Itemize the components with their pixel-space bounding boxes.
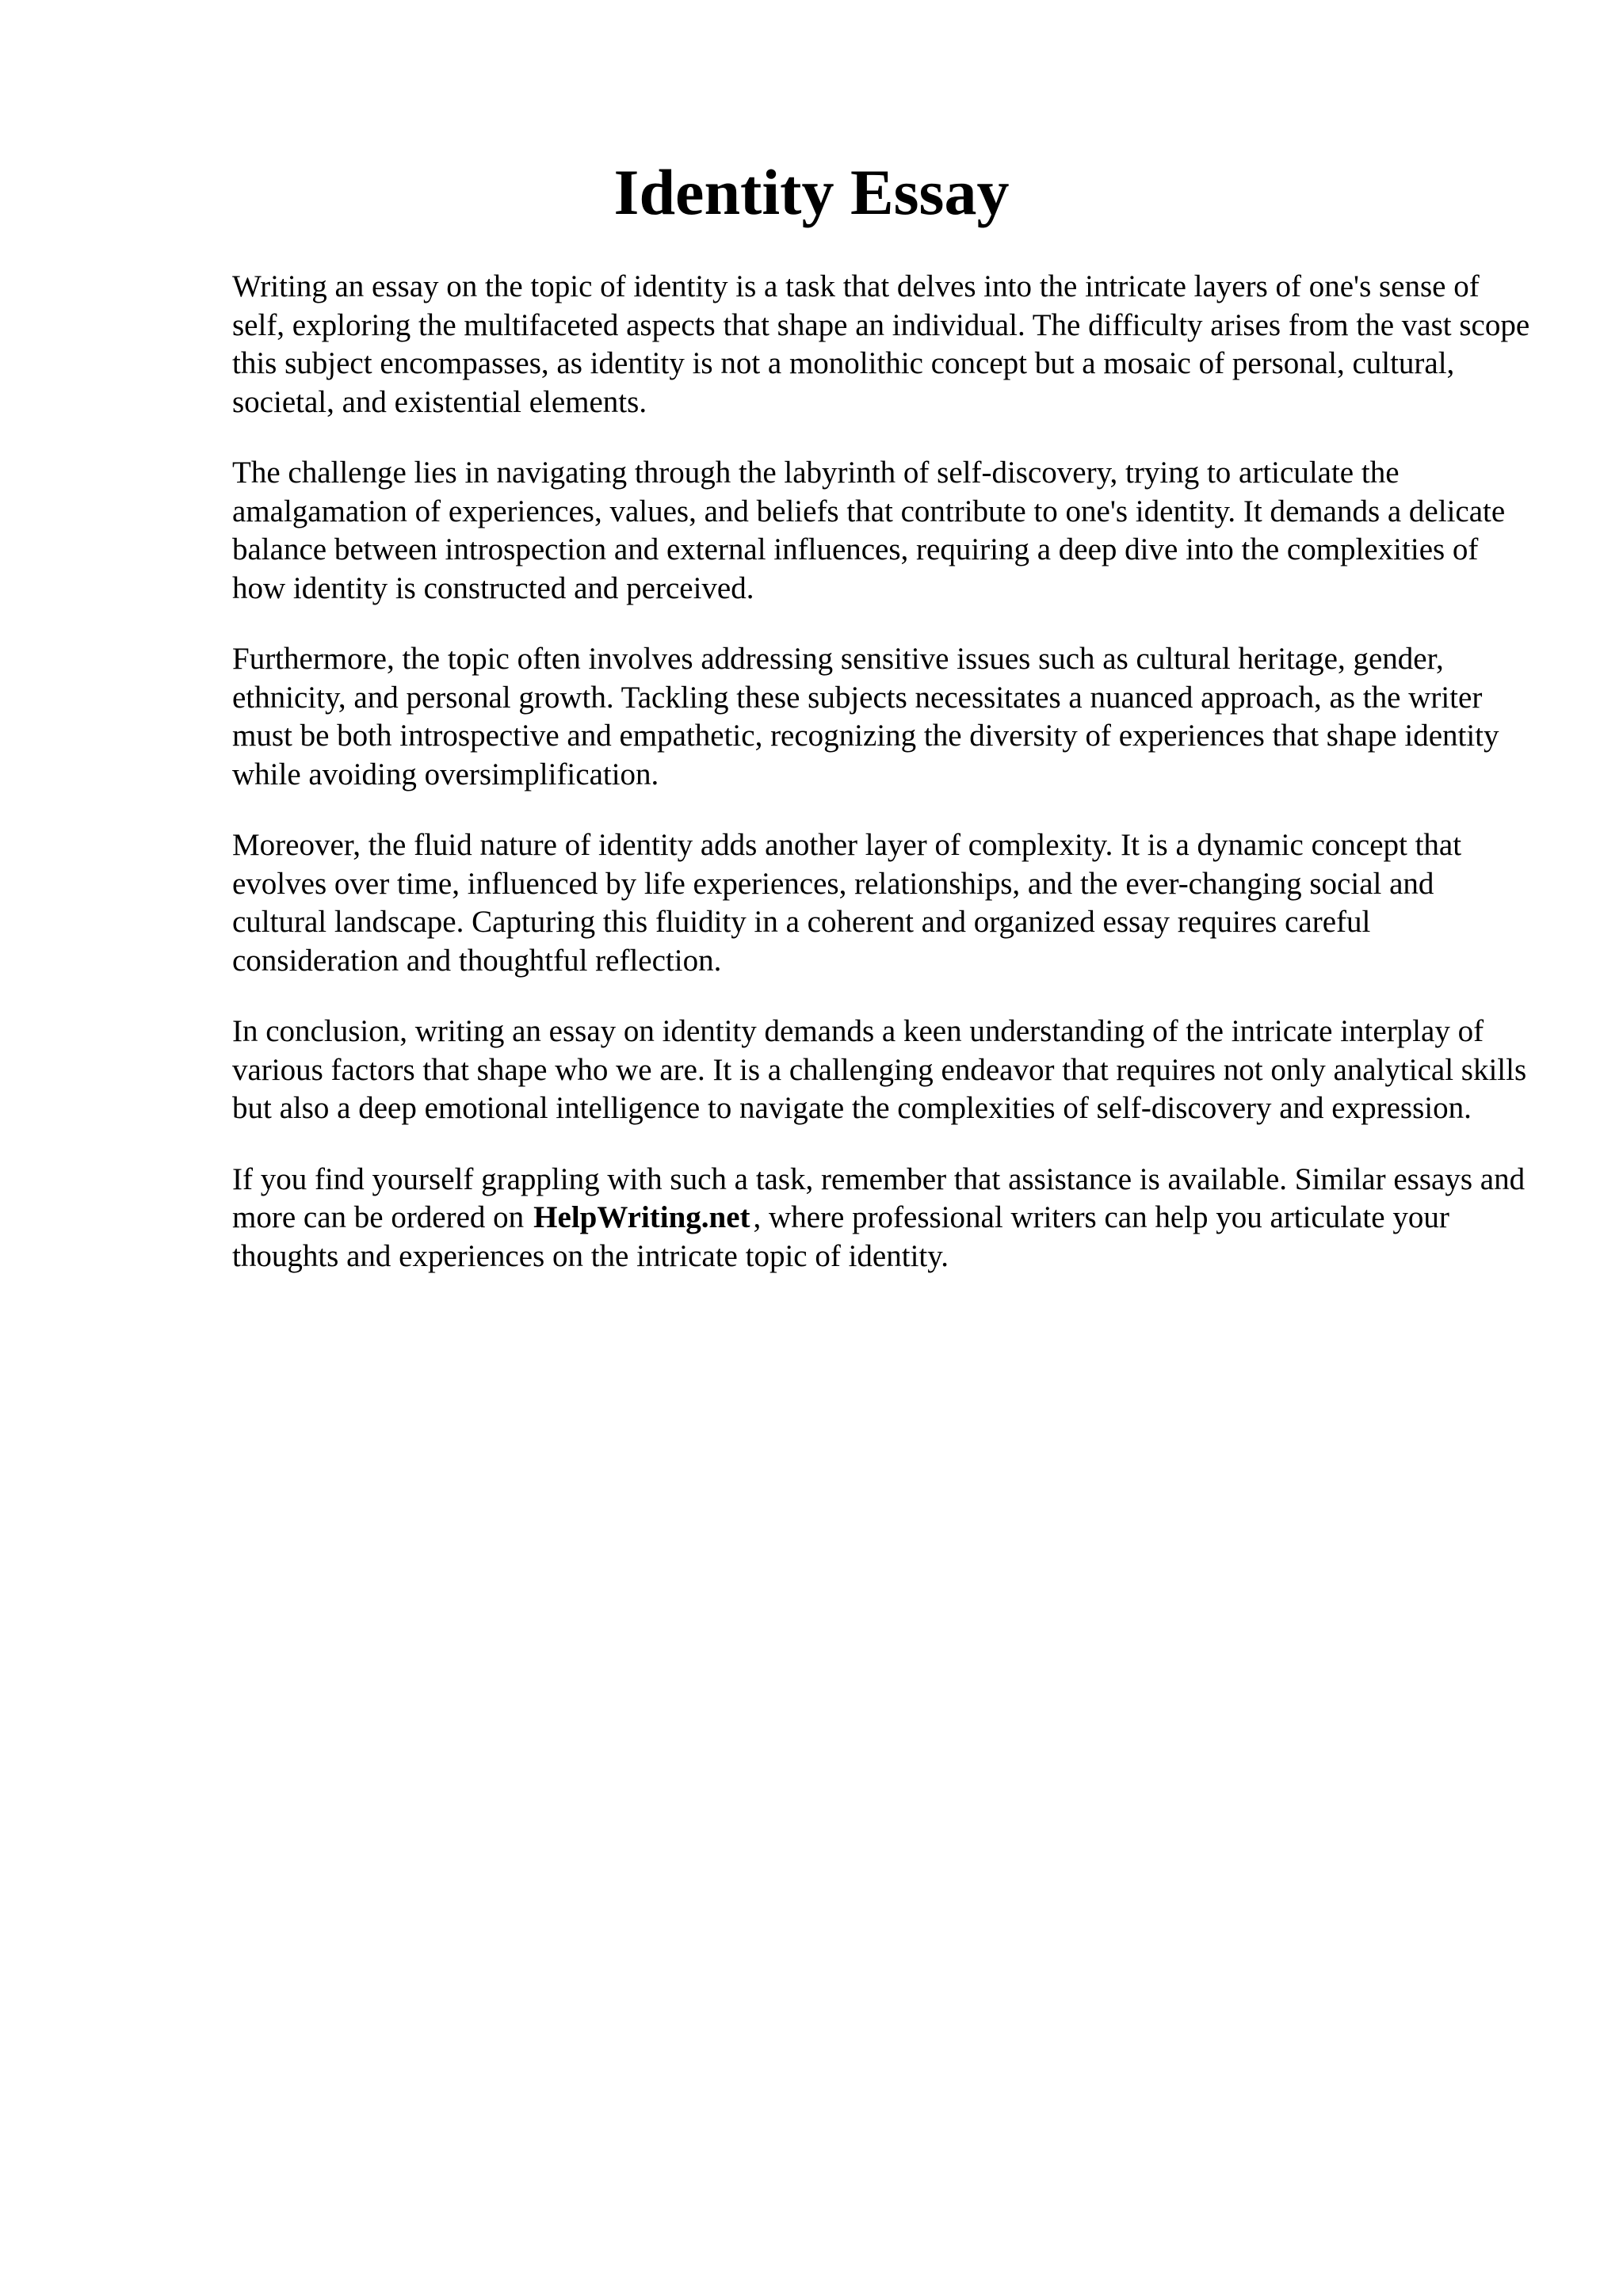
closing-paragraph bbox=[232, 1161, 1532, 1276]
paragraph-1: Writing an essay on the topic of identity is a task that delves into the intricate layers of one's sense of self, exploring the multifaceted aspects that shape an individual. The difficulty arises from the vast scope this subject encompasses, as identity is not a monolithic concept but a mosaic of personal, cultural, societal, and existential elements. bbox=[232, 269, 1530, 419]
paragraph-5: In conclusion, writing an essay on identity demands a keen understanding of the intricate interplay of various factors that shape who we are. It is a challenging endeavor that requires not only analytical skills but also a deep emotional intelligence to navigate the complexities of self-discovery and expression. bbox=[232, 1014, 1527, 1125]
paragraph-3: Furthermore, the topic often involves addressing sensitive issues such as cultural heritage, gender, ethnicity, and personal growth. Tackling these subjects necessitates a nuanced approach, as the writer must be both introspective and empathetic, recognizing the diversity of experiences that shape identity while avoiding oversimplification. bbox=[232, 642, 1499, 791]
closing-text-before: If you find yourself grappling with such a task, remember that assistance is available. Similar essays and more can be ordered on bbox=[232, 1161, 1526, 1234]
paragraph-4: Moreover, the fluid nature of identity adds another layer of complexity. It is a dynamic concept that evolves over time, influenced by life experiences, relationships, and the ever-changing social and cultural landscape. Capturing this fluidity in a coherent and organized essay requires careful consideration and thoughtful reflection. bbox=[232, 828, 1462, 978]
closing-text-after: , where professional writers can help you articulate your thoughts and experiences on the intricate topic of identity. bbox=[232, 1200, 1449, 1273]
page-title: Identity Essay bbox=[613, 156, 1010, 228]
paragraph-2: The challenge lies in navigating through the labyrinth of self-discovery, trying to articulate the amalgamation of experiences, values, and beliefs that contribute to one's identity. It demands a delicate balance between introspection and external influences, requiring a deep dive into the complexities of how identity is constructed and perceived. bbox=[232, 456, 1506, 605]
essay-body bbox=[232, 268, 1532, 1308]
helpwriting-link[interactable]: HelpWriting.net bbox=[533, 1200, 750, 1234]
